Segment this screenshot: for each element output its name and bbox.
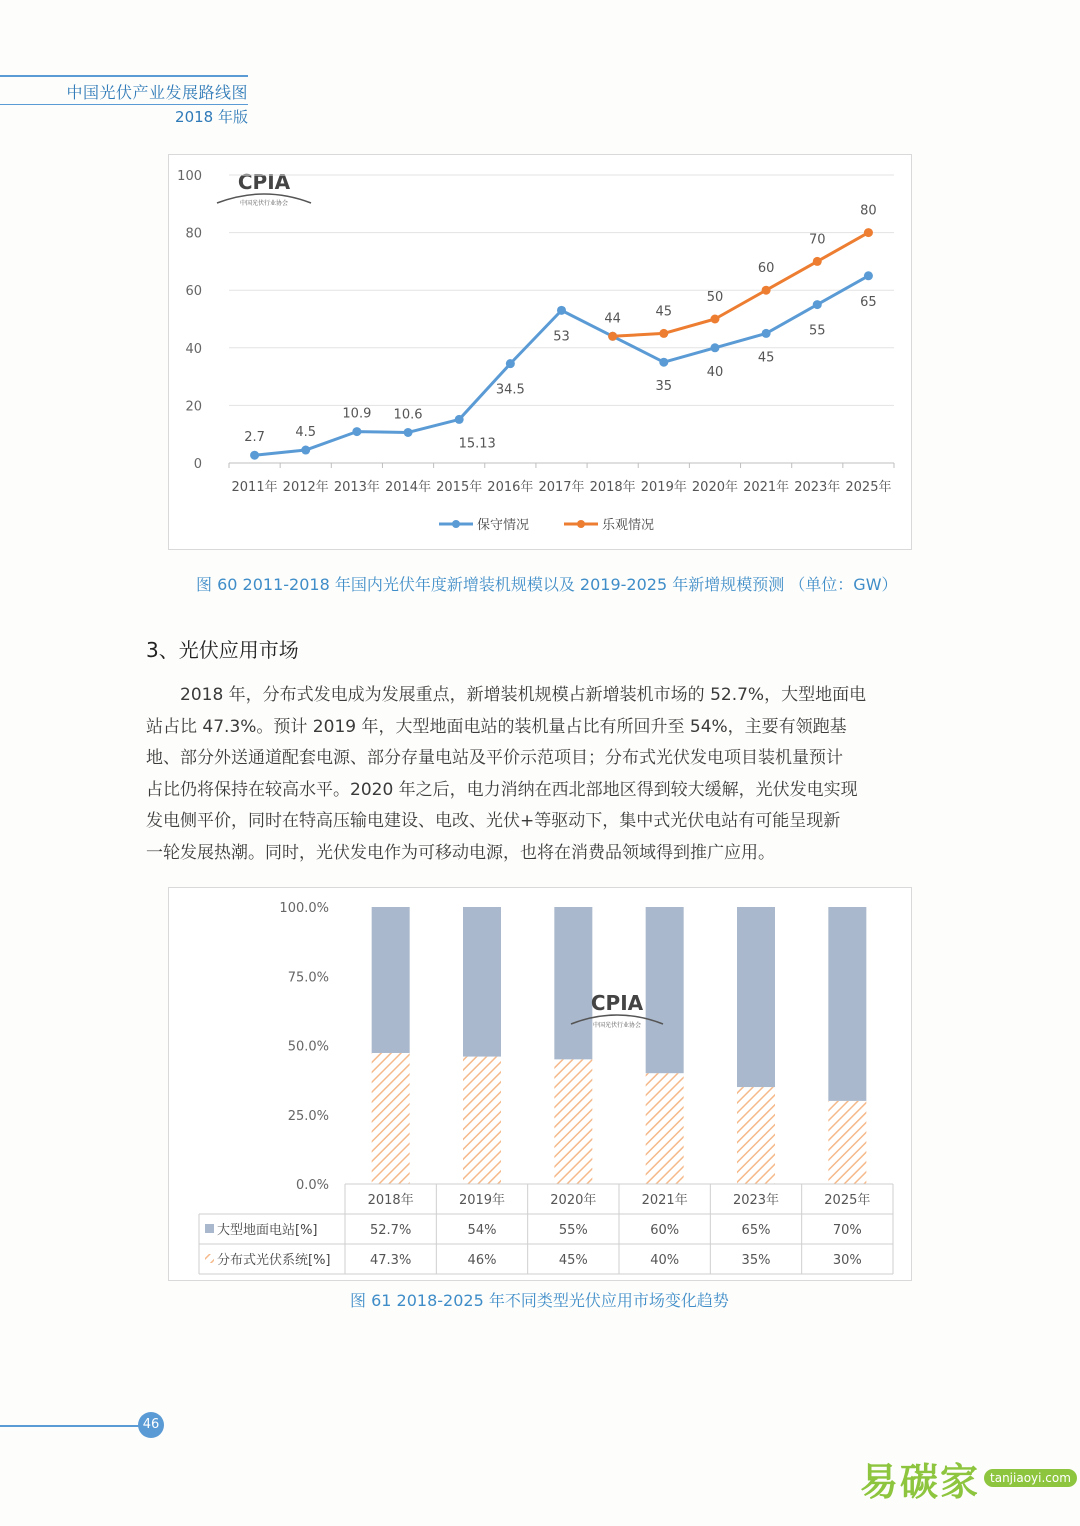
- x-tick-label: 2021年: [743, 480, 790, 495]
- data-label: 35: [655, 379, 673, 395]
- line-chart-svg: [169, 155, 913, 551]
- data-point: [813, 257, 822, 266]
- table-header-cell: 2018年: [367, 1193, 414, 1208]
- legend-marker: [452, 520, 460, 528]
- data-label: 10.9: [342, 406, 372, 422]
- bar-distributed: [646, 1073, 684, 1184]
- table-header-cell: 2023年: [732, 1193, 780, 1208]
- bar-distributed: [828, 1101, 866, 1184]
- bar-distributed: [737, 1087, 775, 1184]
- data-label: 45: [655, 304, 673, 320]
- table-cell: 65%: [741, 1223, 771, 1238]
- data-label: 53: [553, 329, 570, 345]
- series-line-1: [255, 276, 869, 455]
- data-label: 4.5: [295, 425, 317, 441]
- data-label: 45: [757, 350, 775, 366]
- data-point: [813, 300, 822, 309]
- stacked-bar-chart-svg: [169, 888, 913, 1282]
- watermark-text: 易碳家: [860, 1459, 981, 1504]
- bar-ground: [372, 907, 410, 1053]
- data-point: [762, 286, 771, 295]
- y-tick-label: 40: [185, 341, 202, 357]
- running-header-title: 中国光伏产业发展路线图: [66, 83, 248, 102]
- y-tick-label: 50.0%: [287, 1039, 329, 1055]
- table-cell: 52.7%: [370, 1223, 412, 1238]
- table-cell: 54%: [467, 1223, 497, 1238]
- x-tick-label: 2019年: [640, 480, 687, 495]
- data-label: 40: [706, 364, 724, 380]
- data-point: [659, 358, 668, 367]
- x-tick-label: 2012年: [282, 480, 329, 495]
- table-header-cell: 2020年: [550, 1193, 597, 1208]
- x-tick-label: 2025年: [845, 480, 892, 495]
- x-tick-label: 2014年: [384, 480, 432, 495]
- data-label: 44: [604, 311, 621, 327]
- table-cell: 45%: [558, 1253, 588, 1268]
- y-tick-label: 80: [185, 226, 202, 242]
- data-label: 15.13: [458, 436, 496, 452]
- paragraph-line: 2018 年，分布式发电成为发展重点，新增装机规模占新增装机市场的 52.7%，大型地面电: [180, 685, 867, 705]
- x-tick-label: 2013年: [333, 480, 380, 495]
- paragraph-line: 站占比 47.3%。预计 2019 年，大型地面电站的装机量占比有所回升至 54%，主要有领跑基: [146, 716, 847, 737]
- x-tick-label: 2023年: [794, 480, 841, 495]
- bar-distributed: [554, 1059, 592, 1184]
- header-rule-lower: [0, 104, 248, 105]
- data-point: [608, 332, 617, 341]
- data-label: 34.5: [495, 382, 525, 398]
- y-tick-label: 0: [193, 457, 202, 472]
- x-tick-label: 2015年: [436, 480, 483, 495]
- data-label: 65: [860, 294, 877, 310]
- figure-60-caption: 图 60 2011-2018 年国内光伏年度新增装机规模以及 2019-2025 年新增规模预测 （单位：GW）: [196, 575, 898, 594]
- data-point: [659, 329, 668, 338]
- y-tick-label: 0.0%: [295, 1178, 329, 1193]
- body-paragraph: [146, 680, 936, 869]
- cpia-logo: [217, 170, 311, 207]
- data-point: [250, 451, 259, 460]
- x-tick-label: 2016年: [487, 480, 534, 495]
- watermark: [860, 1448, 1077, 1508]
- y-tick-label: 25.0%: [287, 1108, 329, 1124]
- table-cell: 47.3%: [370, 1253, 412, 1268]
- data-point: [352, 427, 361, 436]
- table-cell: 70%: [832, 1223, 862, 1238]
- data-point: [710, 315, 719, 324]
- data-label: 2.7: [244, 430, 265, 446]
- table-cell: 46%: [467, 1253, 497, 1268]
- x-tick-label: 2017年: [538, 480, 585, 495]
- y-tick-label: 100.0%: [279, 901, 329, 916]
- table-header-cell: 2025年: [824, 1193, 871, 1208]
- paragraph-line: 地、部分外送通道配套电源、部分存量电站及平价示范项目；分布式光伏发电项目装机量预计: [146, 748, 843, 768]
- data-point: [762, 329, 771, 338]
- data-point: [864, 228, 873, 237]
- legend-key: [205, 1254, 214, 1263]
- table-cell: 60%: [650, 1223, 680, 1238]
- section-heading: 3、光伏应用市场: [146, 638, 299, 662]
- y-tick-label: 75.0%: [287, 970, 329, 986]
- table-header-cell: 2021年: [641, 1193, 688, 1208]
- y-tick-label: 60: [185, 284, 202, 300]
- bar-distributed: [372, 1053, 410, 1184]
- x-tick-label: 2020年: [691, 480, 739, 495]
- legend-marker: [577, 520, 585, 528]
- bar-distributed: [463, 1057, 501, 1184]
- logo-text: CPIA: [590, 991, 644, 1015]
- logo-text: CPIA: [237, 170, 291, 194]
- table-row-label: 大型地面电站[%]: [217, 1223, 318, 1238]
- logo-subtext: 中国光伏行业协会: [592, 1022, 642, 1029]
- line-chart-figure: [168, 154, 912, 550]
- table-row-label: 分布式光伏系统[%]: [217, 1253, 331, 1268]
- y-tick-label: 20: [185, 399, 202, 415]
- y-tick-label: 100: [177, 169, 202, 184]
- bar-ground: [737, 907, 775, 1087]
- x-tick-label: 2018年: [589, 480, 636, 495]
- stacked-bar-chart-figure: [168, 887, 912, 1281]
- paragraph-line: 发电侧平价，同时在特高压输电建设、电改、光伏+等驱动下，集中式光伏电站有可能呈现新: [146, 811, 841, 831]
- bar-ground: [828, 907, 866, 1101]
- table-header-cell: 2019年: [458, 1193, 506, 1208]
- table-cell: 40%: [650, 1253, 680, 1268]
- data-point: [404, 428, 413, 437]
- data-point: [506, 359, 515, 368]
- series-line-2: [613, 233, 869, 337]
- data-point: [557, 306, 566, 315]
- data-label: 50: [706, 290, 724, 305]
- data-point: [710, 343, 719, 352]
- data-label: 80: [860, 203, 877, 219]
- table-cell: 30%: [832, 1253, 862, 1268]
- x-tick-label: 2011年: [231, 480, 278, 495]
- figure-61-caption: 图 61 2018-2025 年不同类型光伏应用市场变化趋势: [350, 1291, 729, 1310]
- data-label: 10.6: [393, 407, 423, 423]
- footer-rule: [0, 1425, 140, 1427]
- bar-ground: [646, 907, 684, 1073]
- data-point: [301, 446, 310, 455]
- table-cell: 35%: [741, 1253, 771, 1268]
- legend-label: 保守情况: [477, 518, 530, 533]
- paragraph-line: 一轮发展热潮。同时，光伏发电作为可移动电源，也将在消费品领域得到推广应用。: [146, 842, 775, 863]
- running-header-edition: 2018 年版: [175, 108, 248, 126]
- data-label: 55: [808, 323, 826, 339]
- header-rule: [0, 75, 248, 77]
- logo-subtext: 中国光伏行业协会: [239, 200, 289, 207]
- bar-ground: [554, 907, 592, 1059]
- data-label: 70: [808, 232, 826, 248]
- data-point: [864, 271, 873, 280]
- legend-label: 乐观情况: [602, 518, 655, 533]
- data-point: [455, 415, 464, 424]
- legend-key: [205, 1224, 214, 1233]
- data-label: 60: [757, 261, 775, 277]
- page-number: 46: [138, 1412, 164, 1438]
- bar-ground: [463, 907, 501, 1057]
- watermark-site: tanjiaoyi.com: [984, 1469, 1077, 1487]
- table-cell: 55%: [558, 1223, 588, 1238]
- paragraph-line: 占比仍将保持在较高水平。2020 年之后，电力消纳在西北部地区得到较大缓解，光伏发电实现: [146, 779, 858, 800]
